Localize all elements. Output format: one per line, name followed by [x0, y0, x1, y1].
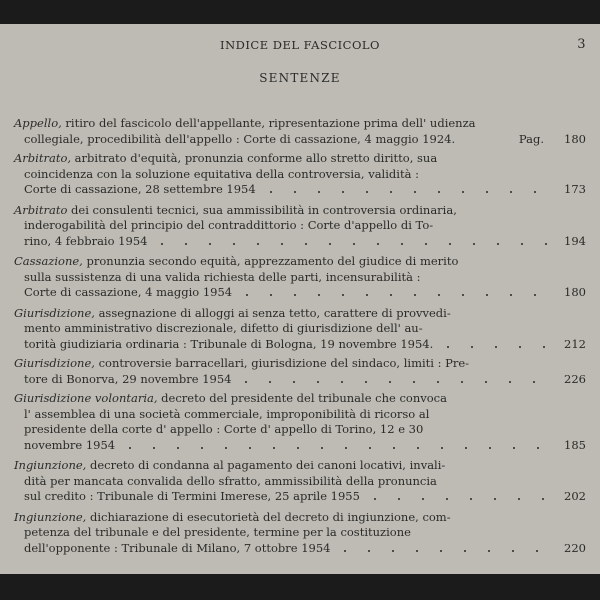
- entry-line: [0, 132, 600, 148]
- entry-text: dei consulenti tecnici, sua ammissibilità in controversia ordinaria,: [67, 202, 457, 217]
- entry-line: [0, 285, 600, 301]
- entry-text: decreto di condanna al pagamento dei canoni locativi, invali-: [86, 458, 446, 472]
- entry-line: [0, 203, 600, 219]
- entry-text: decreto del presidente del tribunale che convoca: [157, 391, 447, 405]
- entry-keyword: Ingiunzione,: [14, 458, 87, 472]
- entry-text: dità per mancata convalida dello sfratto, ammissibilità della pronuncia: [24, 473, 437, 488]
- entry-text: rino, 4 febbraio 1954: [24, 233, 148, 248]
- entry-keyword: Ingiunzione,: [14, 509, 87, 524]
- entry-page-number: 220: [564, 540, 586, 555]
- entry-page-number: 185: [564, 437, 586, 452]
- entry-keyword: Cassazione,: [14, 254, 83, 268]
- section-title: SENTENZE: [259, 71, 341, 85]
- entry-line: [0, 218, 600, 234]
- entry-text: presidente della corte d' appello : Corte d' appello di Torino, 12 e 30: [24, 422, 424, 436]
- index-entry: [0, 458, 600, 505]
- entry-text: controversie barracellari, giurisdizione del sindaco, limiti : Pre-: [94, 356, 470, 370]
- entry-line: [0, 458, 600, 474]
- entry-text: arbitrato d'equità, pronunzia conforme allo stretto diritto, sua: [71, 151, 438, 165]
- entry-text: mento amministrativo discrezionale, difetto di giurisdizione dell' au-: [24, 321, 423, 335]
- entry-line: [0, 422, 600, 438]
- entry-text: ritiro del fascicolo dell'appellante, ripresentazione prima dell' udienza: [61, 116, 476, 130]
- index-entry: [0, 116, 600, 147]
- entry-text: novembre 1954: [24, 437, 116, 452]
- entry-keyword: Arbitrato: [14, 202, 68, 217]
- entry-line: [0, 306, 600, 322]
- entry-page-number: 180: [564, 285, 586, 299]
- entry-line: [0, 151, 600, 167]
- pag-label: Pag.: [518, 131, 544, 146]
- entry-text: inderogabilità del principio del contraddittorio : Corte d'appello di To-: [24, 218, 434, 232]
- entry-text: assegnazione di alloggi ai senza tetto, carattere di provvedi-: [94, 305, 451, 320]
- entry-line: [0, 167, 600, 183]
- entry-text: torità giudiziaria ordinaria : Tribunale di Bologna, 19 novembre 1954.: [24, 336, 434, 351]
- page-header: [0, 38, 600, 54]
- entry-line: [0, 356, 600, 372]
- entry-keyword: Giurisdizione,: [14, 356, 95, 370]
- entry-line: [0, 337, 600, 353]
- entry-line: [0, 270, 600, 286]
- entry-line: [0, 321, 600, 337]
- entry-page-number: 194: [564, 233, 586, 248]
- entry-text: petenza del tribunale e del presidente, termine per la costituzione: [24, 525, 411, 539]
- entry-text: coincidenza con la soluzione equitativa della controversia, validità :: [24, 166, 419, 181]
- entry-line: [0, 391, 600, 407]
- entry-line: [0, 407, 600, 423]
- entry-line: [0, 116, 600, 132]
- index-entry: [0, 151, 600, 198]
- entry-text: dichiarazione di esecutorietà del decreto di ingiunzione, com-: [86, 509, 451, 524]
- index-entry: [0, 510, 600, 557]
- entry-text: Corte di cassazione, 28 settembre 1954: [24, 182, 256, 196]
- entry-keyword: Appello,: [14, 116, 62, 130]
- entry-text: tore di Bonorva, 29 novembre 1954: [24, 371, 232, 386]
- entry-keyword: Arbitrato,: [14, 151, 72, 165]
- entry-text: dell'opponente : Tribunale di Milano, 7 ottobre 1954: [24, 540, 331, 555]
- entry-line: [0, 438, 600, 454]
- entry-page-number: 202: [564, 489, 586, 503]
- entry-text: l' assemblea di una società commerciale, improponibilità di ricorso al: [24, 406, 430, 421]
- header-page-number: 3: [577, 37, 586, 52]
- document-page: [0, 24, 600, 574]
- entry-keyword: Giurisdizione,: [14, 305, 95, 320]
- entry-text: pronunzia secondo equità, apprezzamento del giudice di merito: [82, 254, 459, 268]
- entry-page-number: 212: [564, 336, 586, 351]
- index-entry: [0, 254, 600, 301]
- entry-line: [0, 182, 600, 198]
- entry-page-number: 226: [564, 371, 586, 386]
- entry-text: sul credito : Tribunale di Termini Imerese, 25 aprile 1955: [24, 489, 360, 503]
- entry-line: [0, 254, 600, 270]
- entry-line: [0, 234, 600, 250]
- entry-line: [0, 474, 600, 490]
- entry-text: Corte di cassazione, 4 maggio 1954: [24, 285, 233, 299]
- entry-keyword: Giurisdizione volontaria,: [14, 391, 158, 405]
- index-entries: [0, 112, 600, 556]
- index-entry: [0, 391, 600, 453]
- entry-page-number: 180: [564, 131, 586, 146]
- entry-text: sulla sussistenza di una valida richiesta delle parti, incensurabilità :: [24, 269, 421, 284]
- entry-line: [0, 510, 600, 526]
- entry-text: collegiale, procedibilità dell'appello : Corte di cassazione, 4 maggio 1924.: [24, 131, 456, 146]
- index-entry: [0, 306, 600, 353]
- entry-line: [0, 489, 600, 505]
- header-title: INDICE DEL FASCICOLO: [220, 38, 380, 52]
- index-entry: [0, 356, 600, 387]
- entry-line: [0, 525, 600, 541]
- entry-line: [0, 541, 600, 557]
- entry-line: [0, 372, 600, 388]
- index-entry: [0, 203, 600, 250]
- entry-page-number: 173: [564, 182, 586, 196]
